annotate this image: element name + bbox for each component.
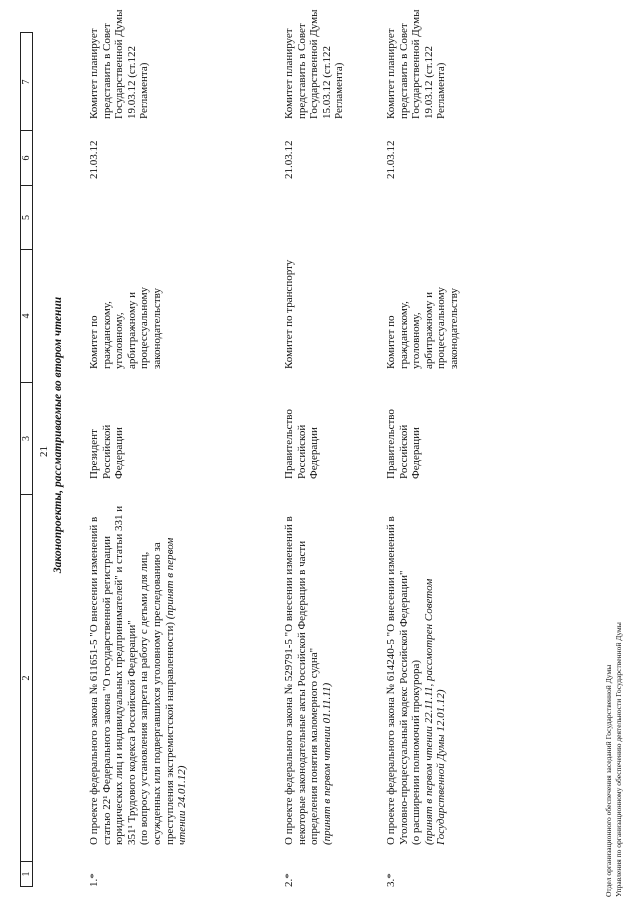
responsible-committee: Комитет по транспорту bbox=[283, 259, 295, 369]
consideration-date: 21.03.12 bbox=[385, 140, 397, 179]
column-3-number: 3 bbox=[21, 383, 32, 495]
footer-line-2: Управления по организационному обеспечению деятельности Государственной Думы bbox=[614, 622, 623, 897]
bill-author: Правительство Российской Федерации bbox=[385, 409, 423, 479]
bill-title: О проекте федерального закона № 611651-5 "О внесении изменений в статью 22¹ Федерального закона "О государственной регистрации юридических лиц и индивидуальных предпринимателей" и статьи 331 и 351¹ Трудового кодекса Российской Федерации" bbox=[88, 505, 138, 845]
table-row bbox=[88, 9, 198, 887]
responsible-committee: Комитет по гражданскому, уголовному, арбитражному и процессуальному законодательству bbox=[88, 286, 163, 369]
bill-subject: (по вопросу установления запрета на работу с детьми для лиц, осужденных или подвергавшихся уголовному преследованию за преступления экстремистской направленности) bbox=[138, 542, 176, 845]
reading-stage-note: (принят в первом чтении 22.11.11, рассмотрен Советом Государственной Думы 12.01.12) bbox=[422, 578, 448, 845]
reading-stage-note: (принят в первом чтении 01.11.11) bbox=[320, 682, 333, 845]
column-5-number: 5 bbox=[21, 186, 32, 250]
consideration-date: 21.03.12 bbox=[283, 140, 295, 179]
row-number: 2.* bbox=[283, 873, 295, 887]
column-number-header bbox=[20, 32, 33, 887]
bill-title: О проекте федерального закона № 529791-5 "О внесении изменений в некоторые законодательные акты Российской Федерации в части определения понятия маломерного судна" bbox=[283, 516, 321, 845]
row-number: 1.* bbox=[88, 873, 100, 887]
column-1-number: 1 bbox=[21, 871, 32, 877]
footer-line-1: Отдел организационного обеспечения заседаний Государственной Думы bbox=[604, 664, 613, 897]
column-2-number: 2 bbox=[21, 495, 32, 862]
reading-stage-note: (принят в первом чтении 24.01.12) bbox=[163, 537, 189, 845]
row-number: 3.* bbox=[385, 873, 397, 887]
bill-title: О проекте федерального закона № 614240-5 "О внесении изменений в Уголовно-процессуальный кодекс Российской Федерации" bbox=[385, 516, 410, 845]
bill-subject: (о расширении полномочий прокурора) bbox=[410, 659, 423, 845]
column-7-number: 7 bbox=[21, 34, 32, 131]
consideration-date: 21.03.12 bbox=[88, 140, 100, 179]
table-row bbox=[385, 9, 495, 887]
column-4-number: 4 bbox=[21, 250, 32, 383]
bill-description bbox=[385, 505, 448, 845]
responsible-committee: Комитет по гражданскому, уголовному, арбитражному и процессуальному законодательству bbox=[385, 286, 460, 369]
committee-note: Комитет планирует представить в Совет Государственной Думы 15.03.12 (ст.122 Регламента) bbox=[283, 9, 346, 119]
bill-author: Президент Российской Федерации bbox=[88, 424, 126, 479]
committee-note: Комитет планирует представить в Совет Государственной Думы 19.03.12 (ст.122 Регламента) bbox=[385, 9, 448, 119]
page-number: 21 bbox=[38, 446, 50, 457]
bill-description bbox=[88, 505, 189, 845]
bill-description bbox=[283, 505, 333, 845]
committee-note: Комитет планирует представить в Совет Государственной Думы 19.03.12 (ст.122 Регламента) bbox=[88, 9, 151, 119]
column-6-number: 6 bbox=[21, 131, 32, 186]
table-row bbox=[283, 9, 393, 887]
section-title: Законопроекты, рассматриваемые во втором чтении bbox=[52, 296, 64, 574]
bill-author: Правительство Российской Федерации bbox=[283, 409, 321, 479]
